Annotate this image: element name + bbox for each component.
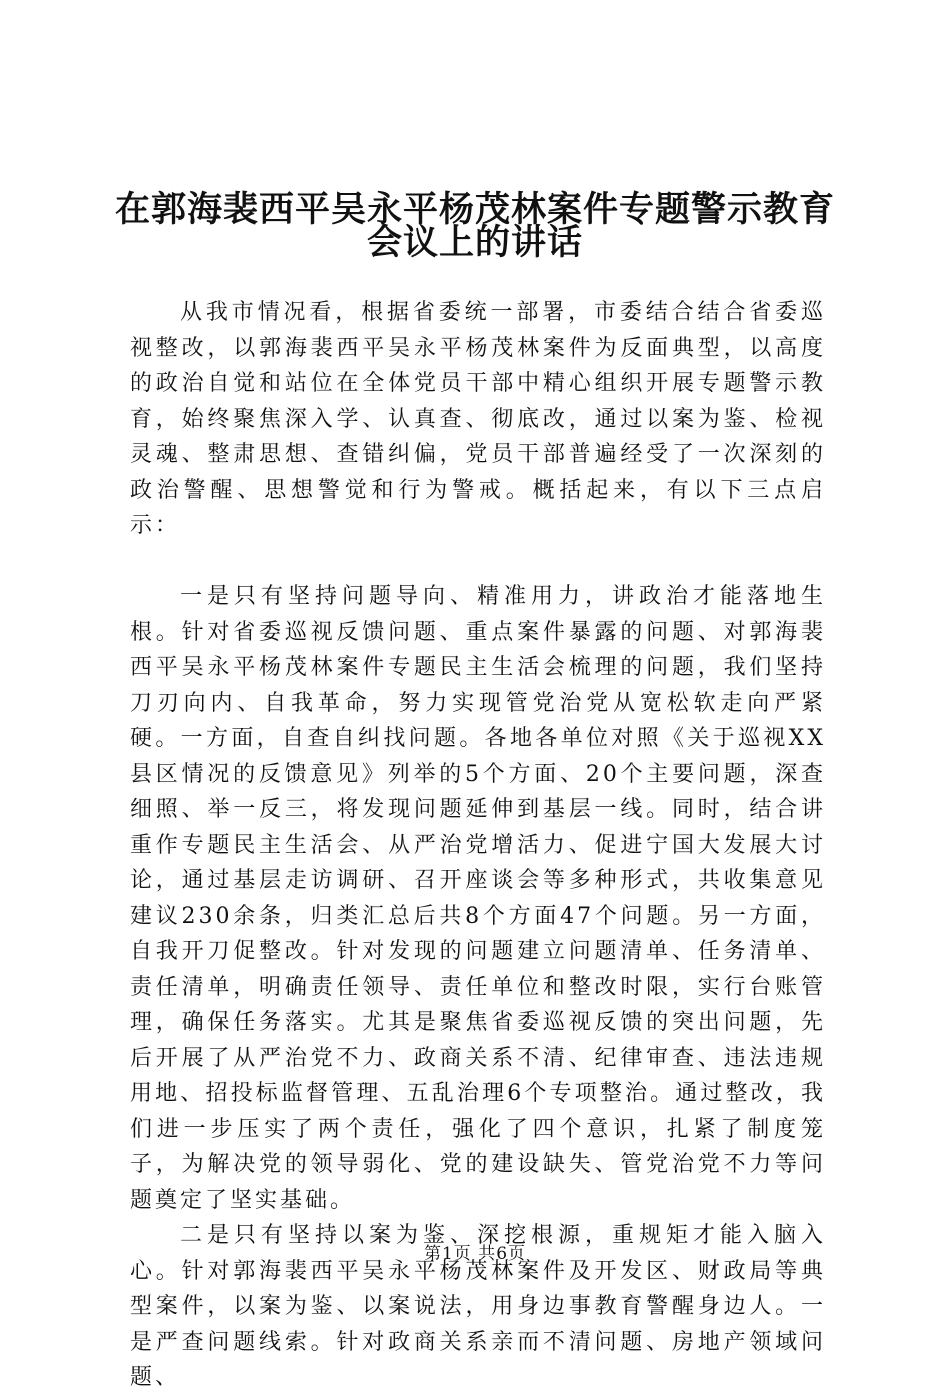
paragraph-point-two: 二是只有坚持以案为鉴、深挖根源，重规矩才能入脑入心。针对郭海裴西平吴永平杨茂林案件及开发区、财政局等典型案件，以案为鉴、以案说法，用身边事教育警醒身边人。一是严查问题线索。针对政商关系亲而不清问题、房地产领域问题、 bbox=[130, 1223, 826, 1390]
document-body bbox=[130, 295, 826, 1396]
document-title-line-1: 在郭海裴西平吴永平杨茂林案件专题警示教育 bbox=[114, 189, 835, 230]
paragraph-intro: 从我市情况看，根据省委统一部署，市委结合结合省委巡视整改，以郭海裴西平吴永平杨茂林案件为反面典型，以高度的政治自觉和站位在全体党员干部中精心组织开展专题警示教育，始终聚焦深入学、认真查、彻底改，通过以案为鉴、检视灵魂、整肃思想、查错纠偏，党员干部普遍经受了一次深刻的政治警醒、思想警觉和行为警戒。概括起来，有以下三点启示： bbox=[130, 300, 826, 538]
paragraph-point-one: 一是只有坚持问题导向、精准用力，讲政治才能落地生根。针对省委巡视反馈问题、重点案件暴露的问题、对郭海裴西平吴永平杨茂林案件专题民主生活会梳理的问题，我们坚持刀刃向内、自我革命，努力实现管党治党从宽松软走向严紧硬。一方面，自查自纠找问题。各地各单位对照《关于巡视XX县区情况的反馈意见》列举的5个方面、20个主要问题，深查细照、举一反三，将发现问题延伸到基层一线。同时，结合讲重作专题民主生活会、从严治党增活力、促进宁国大发展大讨论，通过基层走访调研、召开座谈会等多种形式，共收集意见建议230余条，归类汇总后共8个方面47个问题。另一方面，自我开刀促整改。针对发现的问题建立问题清单、任务清单、责任清单，明确责任领导、责任单位和整改时限，实行台账管理，确保任务落实。尤其是聚焦省委巡视反馈的突出问题，先后开展了从严治党不力、政商关系不清、纪律审查、违法违规用地、招投标监督管理、五乱治理6个专项整治。通过整改，我们进一步压实了两个责任，强化了四个意识，扎紧了制度笼子，为解决党的领导弱化、党的建设缺失、管党治党不力等问题奠定了坚实基础。 bbox=[130, 584, 826, 1213]
document-title-line-2: 会议上的讲话 bbox=[366, 222, 583, 263]
page-number-footer: 第1页 共6页 bbox=[423, 1244, 527, 1264]
